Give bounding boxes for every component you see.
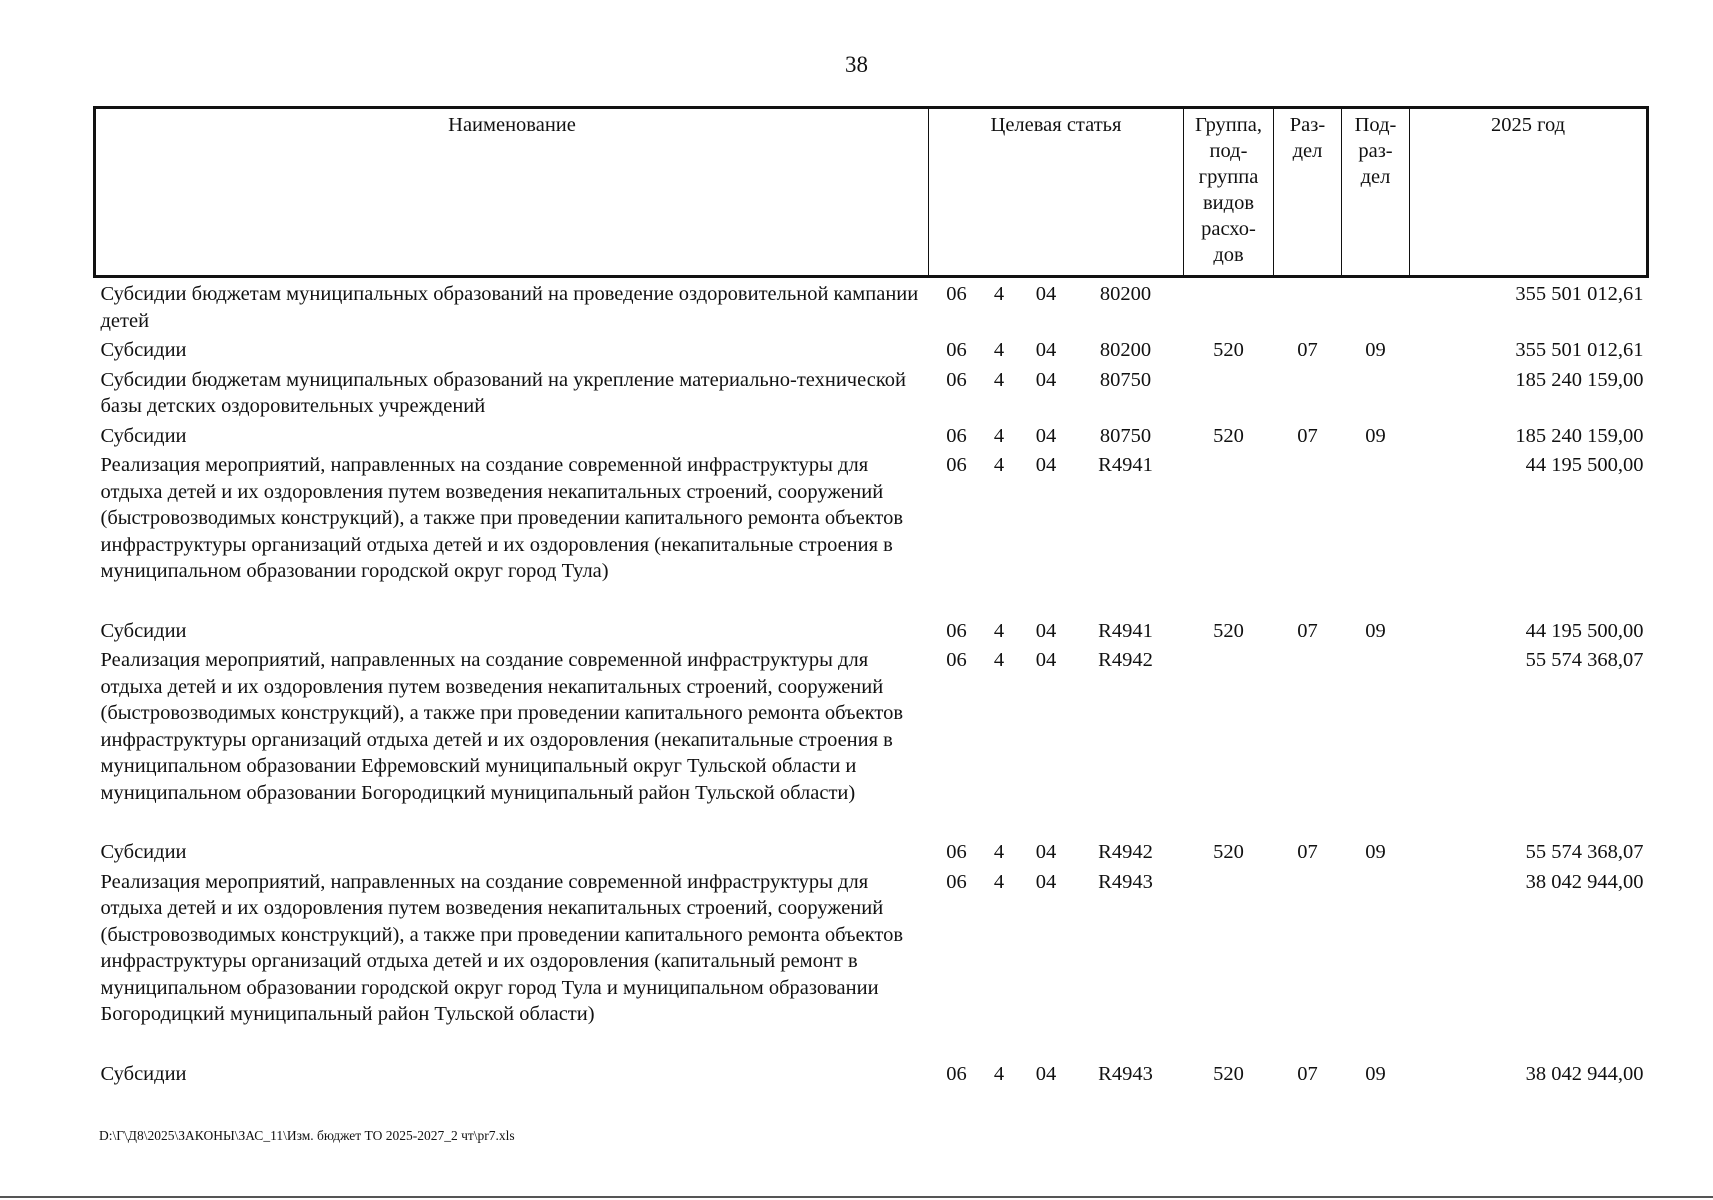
header-expense-group-line: дов	[1213, 244, 1244, 266]
header-name: Наименование	[95, 108, 929, 277]
row-subsection: 09	[1365, 1062, 1386, 1085]
row-section: 07	[1297, 1062, 1318, 1085]
row-subsection: 09	[1365, 424, 1386, 447]
header-section-line: дел	[1292, 140, 1323, 162]
target-article-part: R4941	[1098, 619, 1153, 642]
target-article-part: R4942	[1098, 649, 1153, 671]
row-section: 07	[1297, 424, 1318, 447]
row-subsection	[1342, 866, 1410, 1028]
target-article-part: 04	[1035, 368, 1057, 391]
row-expense-group	[1184, 277, 1274, 335]
target-article-part: 4	[993, 1062, 1005, 1085]
target-article-part: 06	[946, 870, 967, 893]
row-spacer-cell	[95, 1028, 1648, 1058]
target-article-part: 4	[993, 649, 1005, 671]
row-amount: 55 574 368,07	[1525, 649, 1644, 671]
row-target-article	[929, 644, 1184, 806]
target-article-part: 04	[1035, 841, 1057, 863]
row-subsection	[1342, 277, 1410, 335]
header-subsection-line: раз-	[1358, 140, 1393, 162]
row-amount: 38 042 944,00	[1525, 1062, 1644, 1085]
row-subsection	[1342, 364, 1410, 420]
row-name: Субсидии	[100, 1062, 187, 1085]
row-amount: 355 501 012,61	[1515, 283, 1644, 305]
row-spacer	[95, 806, 1648, 836]
row-target-article	[929, 334, 1184, 364]
target-article-part: 80200	[1099, 339, 1152, 361]
target-article-part: 4	[993, 619, 1005, 642]
target-article-part: 04	[1035, 870, 1057, 893]
row-amount: 44 195 500,00	[1525, 454, 1644, 476]
header-expense-group	[1184, 108, 1274, 277]
budget-table	[93, 106, 1649, 1087]
row-target-article	[929, 836, 1184, 866]
row-subsection: 09	[1365, 339, 1386, 361]
header-section-line: Раз-	[1289, 114, 1326, 136]
target-article-part: 80750	[1099, 368, 1152, 391]
table-row	[95, 866, 1648, 1028]
row-expense-group	[1184, 644, 1274, 806]
table-row	[95, 334, 1648, 364]
row-target-article	[929, 615, 1184, 645]
row-amount: 185 240 159,00	[1515, 368, 1644, 391]
row-subsection	[1342, 644, 1410, 806]
target-article-part: 04	[1035, 619, 1057, 642]
file-path-footer: D:\Г\Д8\2025\ЗАКОНЫ\ЗАС_11\Изм. бюджет ТО 2025-2027_2 чт\pr7.xls	[99, 1128, 515, 1143]
row-section	[1274, 364, 1342, 420]
row-amount: 355 501 012,61	[1515, 339, 1644, 361]
table-header-row	[95, 108, 1648, 277]
target-article-part: 4	[993, 454, 1005, 476]
row-name: Реализация мероприятий, направленных на создание современной инфраструктуры для отдыха детей и их оздоровления путем возведения некапитальных строений, сооружений (быстровозводимых конструкций), а также при проведении капитального ремонта объектов инфраструктуры организаций отдыха детей и их оздоровления (некапитальные строения в муниципальном образовании Ефремовский муниципальный округ Тульской области и муниципальном образовании Богородицкий муниципальный район Тульской области)	[100, 649, 904, 804]
row-name: Субсидии бюджетам муниципальных образований на укрепление материально-технической базы детских оздоровительных учреждений	[100, 368, 906, 417]
target-article-part: 06	[946, 649, 967, 671]
target-article-part: 80200	[1099, 283, 1152, 305]
page-number: 38	[845, 52, 868, 77]
row-expense-group: 520	[1213, 619, 1244, 642]
target-article-part: 06	[946, 841, 967, 863]
row-target-article	[929, 1058, 1184, 1088]
row-subsection	[1342, 449, 1410, 585]
row-target-article	[929, 866, 1184, 1028]
row-section: 07	[1297, 619, 1318, 642]
target-article-part: 04	[1035, 424, 1057, 447]
row-expense-group: 520	[1213, 1062, 1244, 1085]
target-article-part: 4	[993, 283, 1005, 305]
row-expense-group: 520	[1213, 424, 1244, 447]
row-amount: 44 195 500,00	[1525, 619, 1644, 642]
row-expense-group: 520	[1213, 339, 1244, 361]
table-row	[95, 615, 1648, 645]
target-article-part: 4	[993, 424, 1005, 447]
header-year: 2025 год	[1410, 108, 1648, 277]
target-article-part: R4941	[1098, 454, 1153, 476]
row-target-article	[929, 449, 1184, 585]
row-expense-group: 520	[1213, 841, 1244, 863]
target-article-part: 06	[946, 424, 967, 447]
target-article-part: 04	[1035, 283, 1057, 305]
header-expense-group-line: Группа,	[1195, 114, 1262, 136]
target-article-part: 06	[946, 368, 967, 391]
row-section: 07	[1297, 339, 1318, 361]
row-subsection: 09	[1365, 619, 1386, 642]
header-target-article: Целевая статья	[929, 108, 1184, 277]
target-article-part: 06	[946, 339, 967, 361]
row-amount: 38 042 944,00	[1525, 870, 1644, 893]
row-subsection: 09	[1365, 841, 1386, 863]
row-target-article	[929, 420, 1184, 450]
target-article-part: R4943	[1098, 870, 1153, 893]
row-target-article	[929, 277, 1184, 335]
target-article-part: 06	[946, 619, 967, 642]
header-section	[1274, 108, 1342, 277]
target-article-part: 4	[993, 368, 1005, 391]
table-row	[95, 644, 1648, 806]
row-spacer-cell	[95, 585, 1648, 615]
target-article-part: 04	[1035, 339, 1057, 361]
row-expense-group	[1184, 866, 1274, 1028]
target-article-part: 04	[1035, 1062, 1057, 1085]
target-article-part: R4943	[1098, 1062, 1153, 1085]
row-spacer	[95, 585, 1648, 615]
target-article-part: 80750	[1099, 424, 1152, 447]
row-section	[1274, 277, 1342, 335]
row-section	[1274, 449, 1342, 585]
table-row	[95, 277, 1648, 335]
target-article-part: 06	[946, 283, 967, 305]
header-expense-group-line: группа	[1198, 166, 1259, 188]
target-article-part: 04	[1035, 649, 1057, 671]
row-name: Субсидии бюджетам муниципальных образований на проведение оздоровительной кампании детей	[100, 283, 919, 332]
table-row	[95, 449, 1648, 585]
header-expense-group-line: видов	[1202, 192, 1254, 214]
table-row	[95, 420, 1648, 450]
row-amount: 55 574 368,07	[1525, 841, 1644, 863]
target-article-part: 4	[993, 339, 1005, 361]
header-subsection-line: дел	[1360, 166, 1391, 188]
target-article-part: R4942	[1098, 841, 1153, 863]
table-row	[95, 836, 1648, 866]
target-article-part: 4	[993, 870, 1005, 893]
bottom-rule	[0, 1196, 1713, 1198]
row-name: Субсидии	[100, 841, 187, 863]
row-name: Субсидии	[100, 619, 187, 642]
row-section	[1274, 866, 1342, 1028]
row-expense-group	[1184, 364, 1274, 420]
row-name: Субсидии	[100, 339, 187, 361]
target-article-part: 06	[946, 454, 967, 476]
target-article-part: 04	[1035, 454, 1057, 476]
table-row	[95, 1058, 1648, 1088]
row-spacer-cell	[95, 806, 1648, 836]
row-expense-group	[1184, 449, 1274, 585]
header-subsection	[1342, 108, 1410, 277]
row-name: Субсидии	[100, 424, 187, 447]
target-article-part: 4	[993, 841, 1005, 863]
header-expense-group-line: под-	[1209, 140, 1248, 162]
header-expense-group-line: расхо-	[1201, 218, 1256, 240]
row-section	[1274, 644, 1342, 806]
row-name: Реализация мероприятий, направленных на создание современной инфраструктуры для отдыха детей и их оздоровления путем возведения некапитальных строений, сооружений (быстровозводимых конструкций), а также при проведении капитального ремонта объектов инфраструктуры организаций отдыха детей и их оздоровления (некапитальные строения в муниципальном образовании городской округ город Тула)	[100, 454, 904, 582]
row-section: 07	[1297, 841, 1318, 863]
row-name: Реализация мероприятий, направленных на создание современной инфраструктуры для отдыха детей и их оздоровления путем возведения некапитальных строений, сооружений (быстровозводимых конструкций), а также при проведении капитального ремонта объектов инфраструктуры организаций отдыха детей и их оздоровления (капитальный ремонт в муниципальном образовании городской округ город Тула и муниципальном образовании Богородицкий муниципальный район Тульской области)	[100, 870, 904, 1025]
target-article-part: 06	[946, 1062, 967, 1085]
row-target-article	[929, 364, 1184, 420]
table-row	[95, 364, 1648, 420]
header-subsection-line: Под-	[1354, 114, 1397, 136]
row-spacer	[95, 1028, 1648, 1058]
row-amount: 185 240 159,00	[1515, 424, 1644, 447]
